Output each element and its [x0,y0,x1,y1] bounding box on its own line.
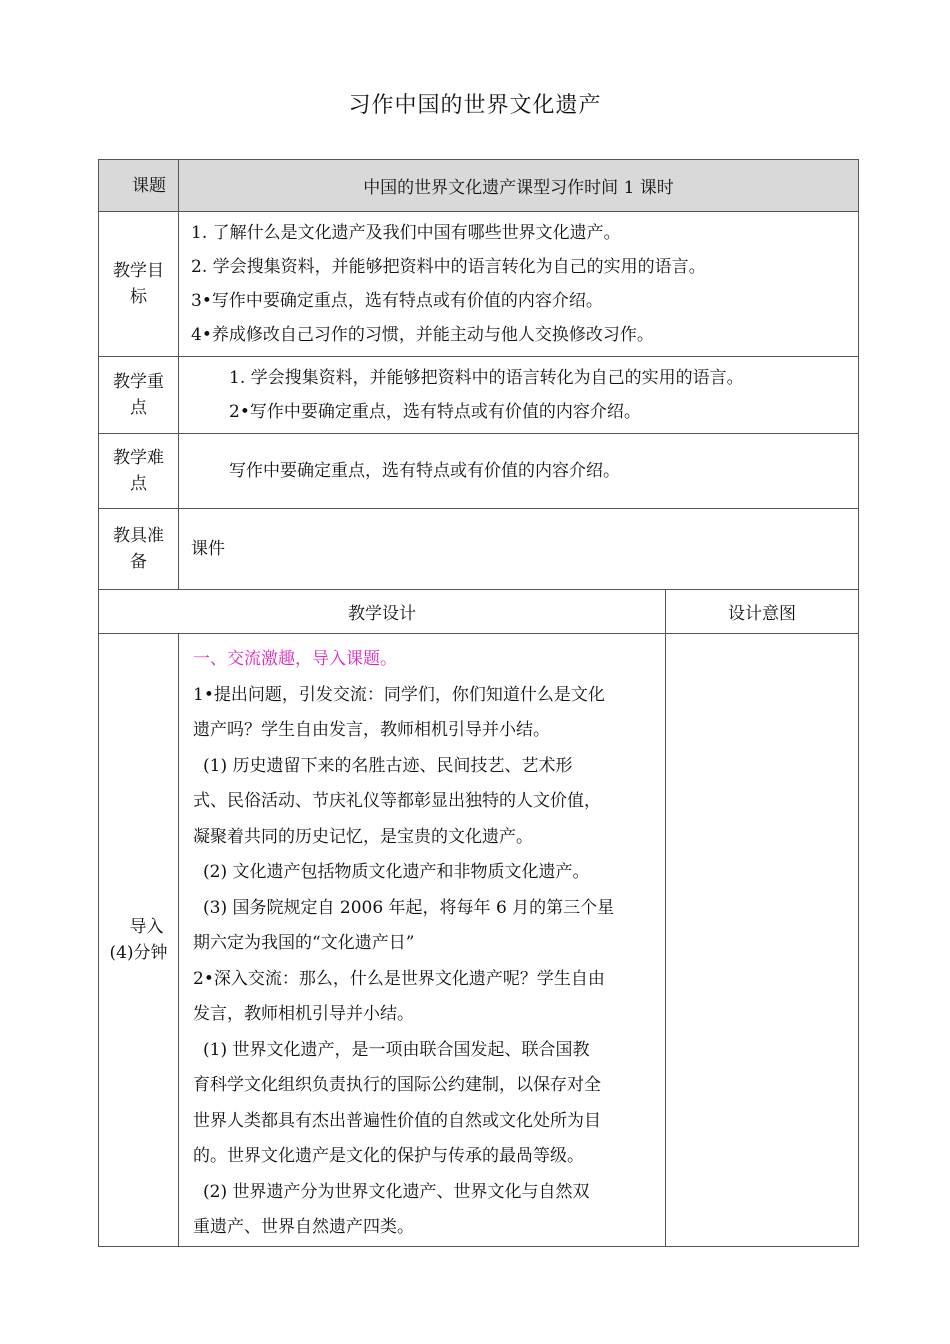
intro-label: 导入 (4)分钟 [99,634,179,1247]
goal-item: 3•写作中要确定重点，选有特点或有价值的内容介绍。 [191,291,603,311]
intent-header: 设计意图 [666,590,859,634]
intro-line: 2•深入交流：那么，什么是世界文化遗产呢？学生自由 [193,968,605,989]
intro-line: (2) 世界遗产分为世界文化遗产、世界文化与自然双 [203,1181,590,1202]
lesson-plan-table [98,159,859,1247]
design-header: 教学设计 [99,590,666,634]
goals-list [179,212,859,357]
goal-item: 4•养成修改自己习作的习惯，并能主动与他人交换修改习作。 [191,325,654,345]
topic-label: 课题 [99,160,179,212]
goal-item: 1. 了解什么是文化遗产及我们中国有哪些世界文化遗产。 [191,223,621,243]
tools-label: 教具准 备 [99,509,179,590]
design-header-row [99,590,859,634]
intro-heading: 一、交流激趣，导入课题。 [193,649,397,669]
intro-line: 世界人类都具有杰出普遍性价值的自然或文化处所为目 [193,1110,601,1131]
tools-row [99,509,859,590]
goals-row [99,212,859,357]
intro-line: (1) 历史遗留下来的名胜古迹、民间技艺、艺术形 [203,755,573,776]
intro-content [179,634,666,1247]
key-point-item: 1. 学会搜集资料，并能够把资料中的语言转化为自己的实用的语言。 [229,368,744,388]
key-point-item: 2•写作中要确定重点，选有特点或有价值的内容介绍。 [229,402,641,422]
intro-line: 式、民俗活动、节庆礼仪等都彰显出独特的人文价值， [193,791,601,811]
intro-line: (3) 国务院规定自 2006 年起，将每年 6 月的第三个星 [203,897,615,918]
intro-line: 育科学文化组织负责执行的国际公约建制，以保存对全 [193,1075,601,1095]
intro-line: 重遗产、世界自然遗产四类。 [193,1217,414,1237]
difficulties-label: 教学难 点 [99,434,179,509]
goal-item: 2. 学会搜集资料，并能够把资料中的语言转化为自己的实用的语言。 [191,257,706,277]
topic-row [99,160,859,212]
intro-line: 1•提出问题，引发交流：同学们，你们知道什么是文化 [193,684,605,705]
topic-value: 中国的世界文化遗产课型习作时间 1 课时 [179,160,859,212]
tools-value: 课件 [179,509,859,590]
difficulties-value: 写作中要确定重点，选有特点或有价值的内容介绍。 [179,434,859,509]
key-points-label: 教学重 点 [99,357,179,434]
goals-label: 教学目 标 [99,212,179,357]
intro-line: 的。世界文化遗产是文化的保护与传承的最咼等级。 [193,1146,584,1166]
intro-line: (2) 文化遗产包括物质文化遗产和非物质文化遗产。 [203,862,590,882]
intro-row [99,634,859,1247]
document-title: 习作中国的世界文化遗产 [348,93,602,118]
intro-line: 凝聚着共同的历史记忆，是宝贵的文化遗产。 [193,826,533,847]
intro-line: 发言，教师相机引导并小结。 [193,1004,414,1024]
key-points-row [99,357,859,434]
key-points-list [179,357,859,434]
intro-line: (1) 世界文化遗产，是一项由联合国发起、联合国教 [203,1039,590,1060]
difficulties-row [99,434,859,509]
intro-line: 遗产吗？学生自由发言，教师相机引导并小结。 [193,720,550,740]
intro-intent [666,634,859,1247]
intro-line: 期六定为我国的“文化遗产日” [193,933,415,953]
